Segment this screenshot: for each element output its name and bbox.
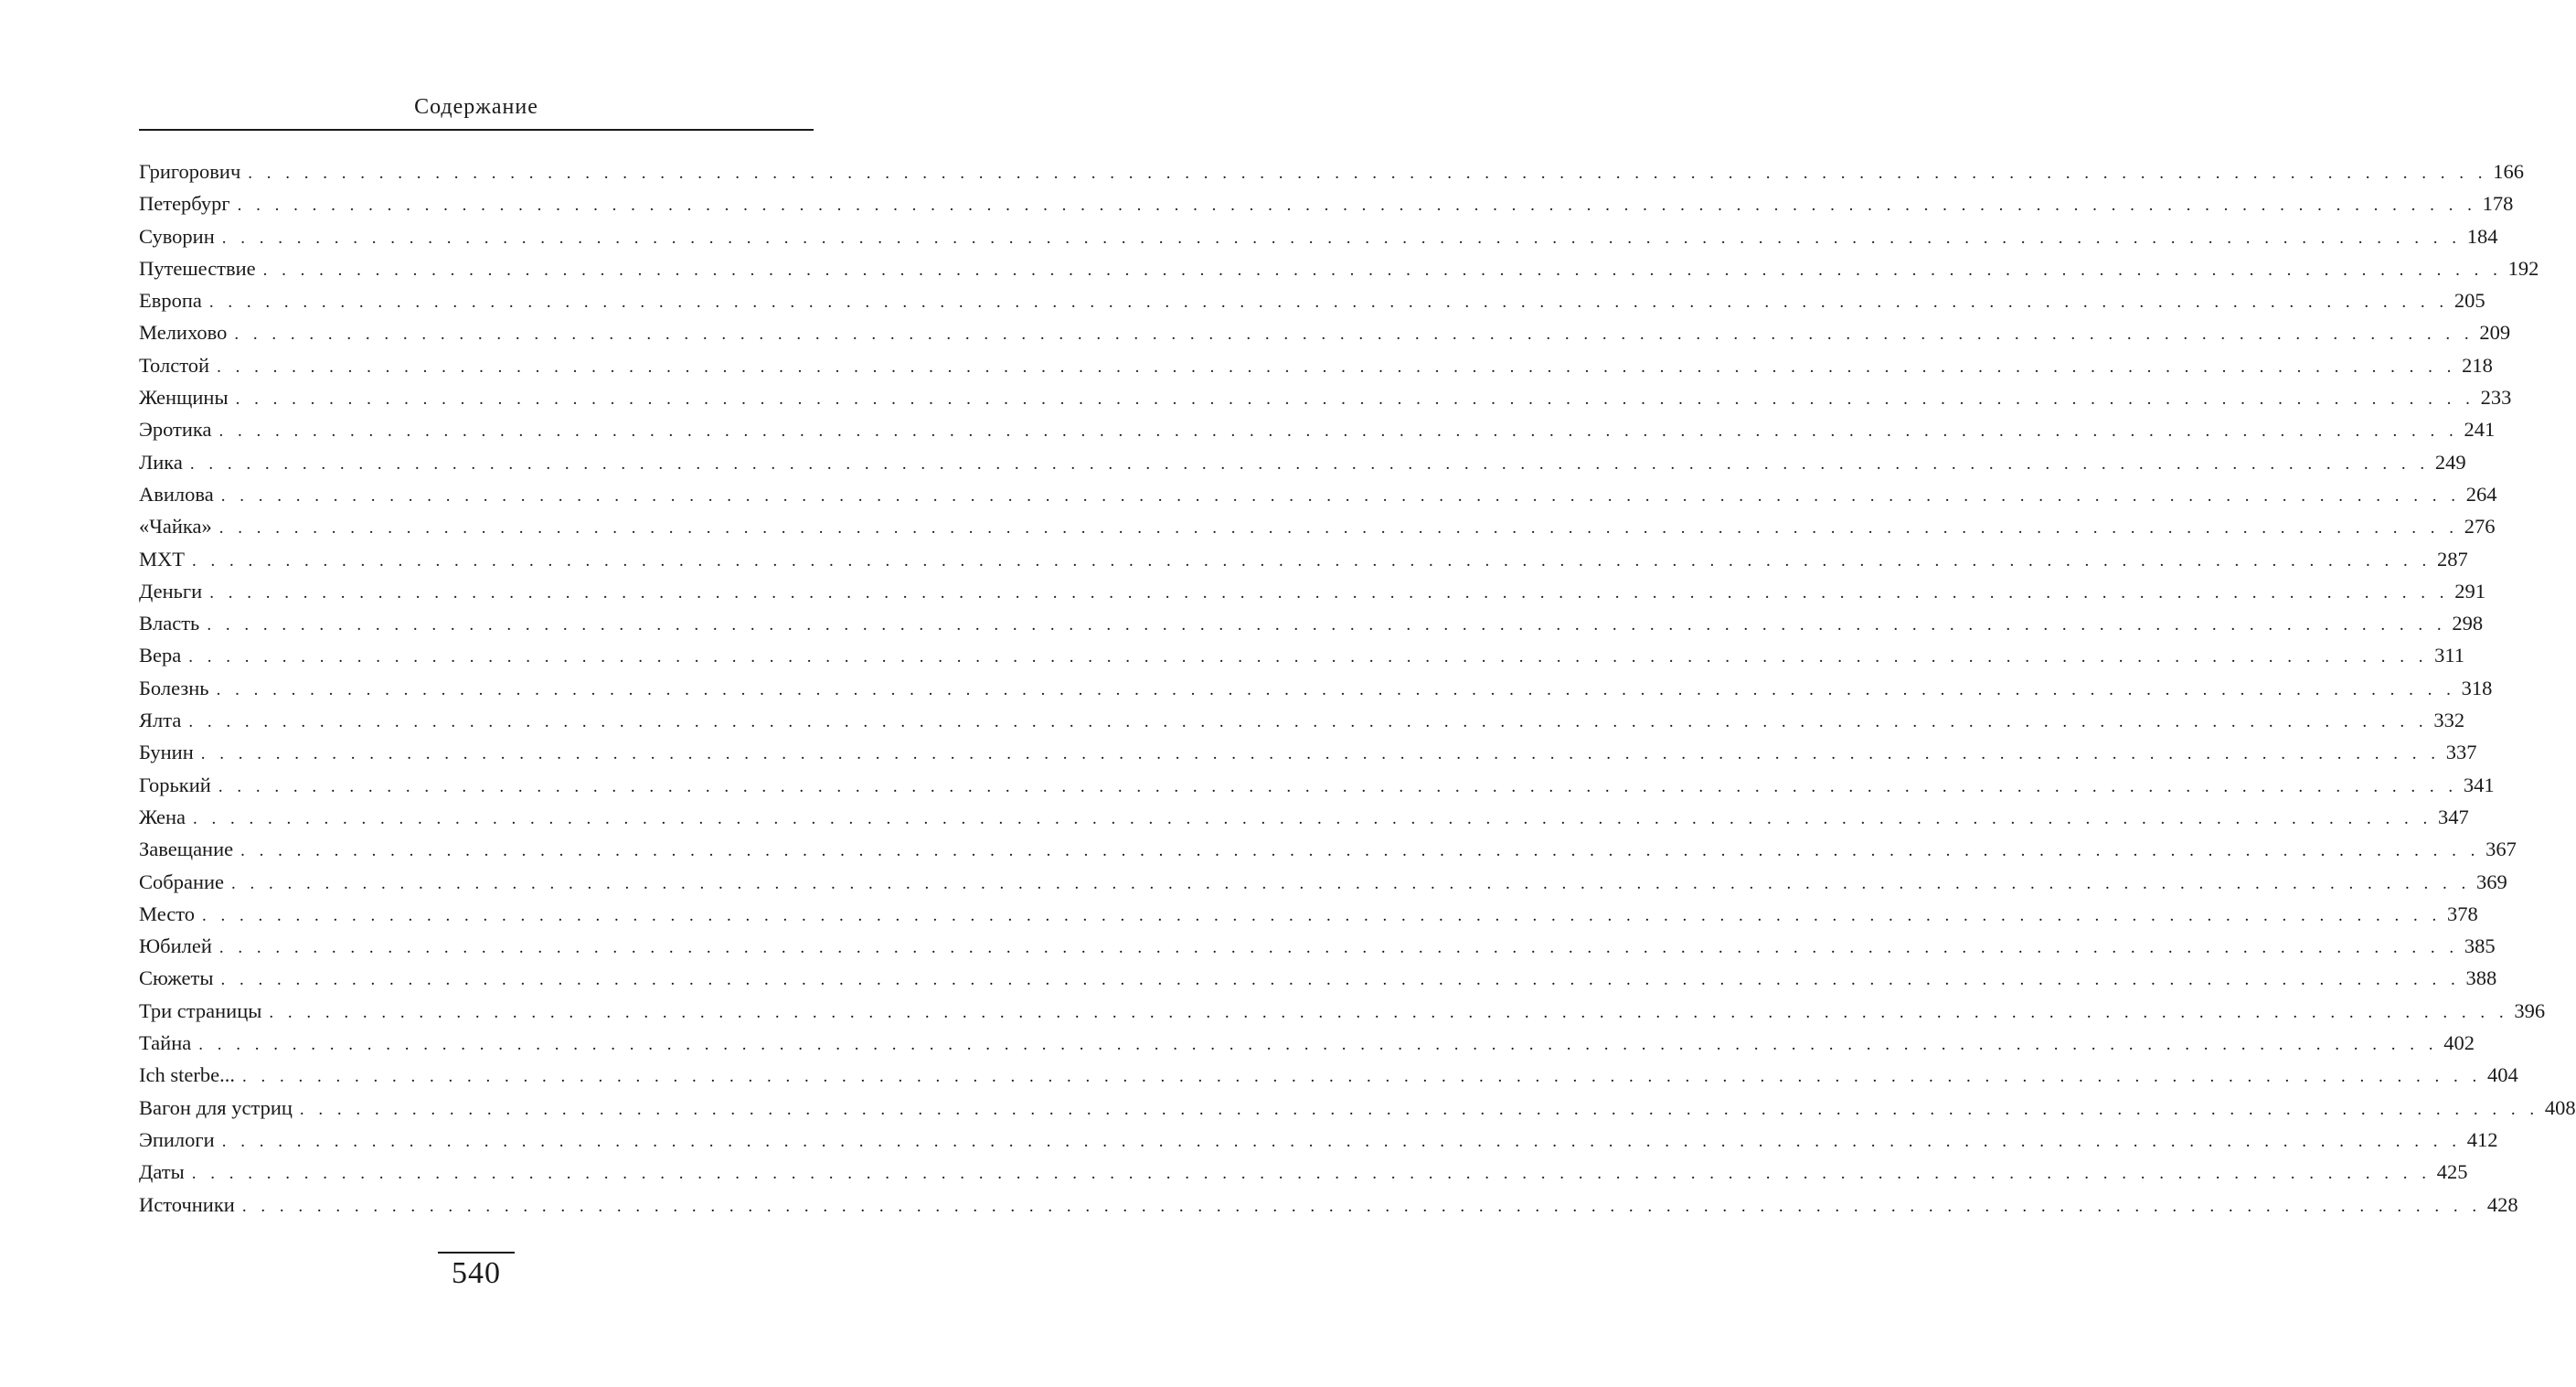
toc-dot-leader: . . . . . . . . . . . . . . . . . . . . . . . . . . . . . . . . . . . . . . . . . . . . . . . . . . . . . . . . . . . . . . . . . . . . . . . . . . . . . . . . . . . . . . . . . . . . . . . . . . . . . . . . . . . . . . . . . . . . . . . . xyxy=(200,744,2441,764)
toc-entry[interactable] xyxy=(139,446,2466,478)
toc-dot-leader: . . . . . . . . . . . . . . . . . . . . . . . . . . . . . . . . . . . . . . . . . . . . . . . . . . . . . . . . . . . . . . . . . . . . . . . . . . . . . . . . . . . . . . . . . . . . . . . . . . . . . . . . . . . . . . . . . . . . . . . . xyxy=(217,357,2456,377)
toc-dot-leader: . . . . . . . . . . . . . . . . . . . . . . . . . . . . . . . . . . . . . . . . . . . . . . . . . . . . . . . . . . . . . . . . . . . . . . . . . . . . . . . . . . . . . . . . . . . . . . . . . . . . . . . . . . . . . . . . . . . . . . . . xyxy=(248,164,2488,183)
toc-entry-title: Бунин xyxy=(139,741,194,764)
toc-entry-title: Вера xyxy=(139,644,182,667)
toc-entry-page: 388 xyxy=(2465,966,2497,990)
toc-entry[interactable] xyxy=(139,575,2486,607)
toc-entry-page: 178 xyxy=(2482,192,2514,216)
toc-entry-title: Завещание xyxy=(139,838,234,861)
toc-entry[interactable] xyxy=(139,187,2514,219)
toc-entry[interactable] xyxy=(139,478,2497,510)
toc-entry[interactable] xyxy=(139,1156,2468,1188)
toc-dot-leader: . . . . . . . . . . . . . . . . . . . . . . . . . . . . . . . . . . . . . . . . . . . . . . . . . . . . . . . . . . . . . . . . . . . . . . . . . . . . . . . . . . . . . . . . . . . . . . . . . . . . . . . . . . . . . . . . . . . . . . . . xyxy=(241,1196,2482,1216)
toc-dot-leader: . . . . . . . . . . . . . . . . . . . . . . . . . . . . . . . . . . . . . . . . . . . . . . . . . . . . . . . . . . . . . . . . . . . . . . . . . . . . . . . . . . . . . . . . . . . . . . . . . . . . . . . . . . . . . . . . . . . . . . . . xyxy=(220,485,2461,506)
toc-entry-title: Суворин xyxy=(139,224,215,248)
toc-entry-title: Путешествие xyxy=(139,256,256,280)
toc-dot-leader: . . . . . . . . . . . . . . . . . . . . . . . . . . . . . . . . . . . . . . . . . . . . . . . . . . . . . . . . . . . . . . . . . . . . . . . . . . . . . . . . . . . . . . . . . . . . . . . . . . . . . . . . . . . . . . . . . . . . . . . . xyxy=(218,938,2459,958)
toc-entry[interactable] xyxy=(139,510,2496,542)
folio-divider xyxy=(438,1252,515,1254)
page-number: 540 xyxy=(452,1256,501,1290)
toc-entry-page: 385 xyxy=(2464,934,2496,958)
toc-entry-title: Источники xyxy=(139,1192,235,1216)
toc-dot-leader: . . . . . . . . . . . . . . . . . . . . . . . . . . . . . . . . . . . . . . . . . . . . . . . . . . . . . . . . . . . . . . . . . . . . . . . . . . . . . . . . . . . . . . . . . . . . . . . . . . . . . . . . . . . . . . . . . . . . . . . . xyxy=(188,712,2429,732)
toc-entry[interactable] xyxy=(139,1027,2475,1059)
toc-entry-title: Место xyxy=(139,902,196,925)
toc-entry[interactable] xyxy=(139,349,2493,381)
toc-entry-page: 287 xyxy=(2437,547,2468,571)
toc-dot-leader: . . . . . . . . . . . . . . . . . . . . . . . . . . . . . . . . . . . . . . . . . . . . . . . . . . . . . . . . . . . . . . . . . . . . . . . . . . . . . . . . . . . . . . . . . . . . . . . . . . . . . . . . . . . . . . . . . . . . . . . . xyxy=(231,873,2471,893)
toc-entry-page: 209 xyxy=(2479,321,2511,345)
toc-entry[interactable] xyxy=(139,381,2512,413)
toc-dot-leader: . . . . . . . . . . . . . . . . . . . . . . . . . . . . . . . . . . . . . . . . . . . . . . . . . . . . . . . . . . . . . . . . . . . . . . . . . . . . . . . . . . . . . . . . . . . . . . . . . . . . . . . . . . . . . . . . . . . . . . . . xyxy=(192,550,2432,571)
header-divider xyxy=(139,129,814,131)
toc-dot-leader: . . . . . . . . . . . . . . . . . . . . . . . . . . . . . . . . . . . . . . . . . . . . . . . . . . . . . . . . . . . . . . . . . . . . . . . . . . . . . . . . . . . . . . . . . . . . . . . . . . . . . . . . . . . . . . . . . . . . . . . . xyxy=(198,1035,2438,1055)
toc-dot-leader: . . . . . . . . . . . . . . . . . . . . . . . . . . . . . . . . . . . . . . . . . . . . . . . . . . . . . . . . . . . . . . . . . . . . . . . . . . . . . . . . . . . . . . . . . . . . . . . . . . . . . . . . . . . . . . . . . . . . . . . . xyxy=(241,1067,2482,1087)
toc-entry[interactable] xyxy=(139,769,2495,801)
toc-entry-title: Жена xyxy=(139,805,186,828)
toc-entry-page: 369 xyxy=(2476,870,2507,893)
toc-entry[interactable] xyxy=(139,736,2477,768)
toc-entry[interactable] xyxy=(139,1124,2498,1156)
toc-entry-page: 276 xyxy=(2464,515,2496,539)
toc-entry-page: 396 xyxy=(2514,998,2546,1022)
toc-entry-title: Европа xyxy=(139,289,202,313)
toc-dot-leader: . . . . . . . . . . . . . . . . . . . . . . . . . . . . . . . . . . . . . . . . . . . . . . . . . . . . . . . . . . . . . . . . . . . . . . . . . . . . . . . . . . . . . . . . . . . . . . . . . . . . . . . . . . . . . . . . . . . . . . . . xyxy=(193,808,2432,828)
toc-dot-leader: . . . . . . . . . . . . . . . . . . . . . . . . . . . . . . . . . . . . . . . . . . . . . . . . . . . . . . . . . . . . . . . . . . . . . . . . . . . . . . . . . . . . . . . . . . . . . . . . . . . . . . . . . . . . . . . . . . . . . . . . xyxy=(208,293,2449,313)
toc-entry-title: Тайна xyxy=(139,1031,192,1055)
toc-entry[interactable] xyxy=(139,316,2511,348)
toc-entry-title: Юбилей xyxy=(139,934,212,958)
toc-entry-title: Толстой xyxy=(139,353,210,377)
toc-entry[interactable] xyxy=(139,898,2478,930)
toc-dot-leader: . . . . . . . . . . . . . . . . . . . . . . . . . . . . . . . . . . . . . . . . . . . . . . . . . . . . . . . . . . . . . . . . . . . . . . . . . . . . . . . . . . . . . . . . . . . . . . . . . . . . . . . . . . . . . . . . . . . . . . . . xyxy=(234,325,2475,345)
toc-entry-title: Петербург xyxy=(139,192,230,216)
toc-entry-page: 298 xyxy=(2452,612,2484,635)
toc-dot-leader: . . . . . . . . . . . . . . . . . . . . . . . . . . . . . . . . . . . . . . . . . . . . . . . . . . . . . . . . . . . . . . . . . . . . . . . . . . . . . . . . . . . . . . . . . . . . . . . . . . . . . . . . . . . . . . . . . . . . . . . . xyxy=(207,615,2447,635)
toc-entry[interactable] xyxy=(139,155,2525,187)
toc-entry[interactable] xyxy=(139,543,2468,575)
toc-dot-leader: . . . . . . . . . . . . . . . . . . . . . . . . . . . . . . . . . . . . . . . . . . . . . . . . . . . . . . . . . . . . . . . . . . . . . . . . . . . . . . . . . . . . . . . . . . . . . . . . . . . . . . . . . . . . . . . . . . . . . . . . xyxy=(202,905,2442,925)
running-head-title: Содержание xyxy=(414,95,538,119)
toc-entry-title: Сюжеты xyxy=(139,966,214,990)
toc-entry-title: Мелихово xyxy=(139,321,228,345)
toc-dot-leader: . . . . . . . . . . . . . . . . . . . . . . . . . . . . . . . . . . . . . . . . . . . . . . . . . . . . . . . . . . . . . . . . . . . . . . . . . . . . . . . . . . . . . . . . . . . . . . . . . . . . . . . . . . . . . . . . . . . . . . . . xyxy=(299,1099,2539,1119)
toc-entry-page: 233 xyxy=(2480,386,2512,410)
toc-entry-page: 378 xyxy=(2447,902,2478,925)
toc-dot-leader: . . . . . . . . . . . . . . . . . . . . . . . . . . . . . . . . . . . . . . . . . . . . . . . . . . . . . . . . . . . . . . . . . . . . . . . . . . . . . . . . . . . . . . . . . . . . . . . . . . . . . . . . . . . . . . . . . . . . . . . . xyxy=(189,453,2430,474)
toc-entry-title: Григорович xyxy=(139,160,241,183)
toc-entry-page: 218 xyxy=(2462,353,2493,377)
toc-entry-page: 341 xyxy=(2463,773,2495,796)
toc-dot-leader: . . . . . . . . . . . . . . . . . . . . . . . . . . . . . . . . . . . . . . . . . . . . . . . . . . . . . . . . . . . . . . . . . . . . . . . . . . . . . . . . . . . . . . . . . . . . . . . . . . . . . . . . . . . . . . . . . . . . . . . . xyxy=(216,679,2456,699)
toc-entry-page: 192 xyxy=(2507,256,2539,280)
toc-entry-page: 408 xyxy=(2544,1095,2576,1119)
toc-entry-title: Деньги xyxy=(139,579,203,603)
toc-entry-title: МХТ xyxy=(139,547,185,571)
toc-entry[interactable] xyxy=(139,1059,2518,1091)
toc-entry[interactable] xyxy=(139,704,2465,736)
toc-entry[interactable] xyxy=(139,1189,2518,1221)
toc-dot-leader: . . . . . . . . . . . . . . . . . . . . . . . . . . . . . . . . . . . . . . . . . . . . . . . . . . . . . . . . . . . . . . . . . . . . . . . . . . . . . . . . . . . . . . . . . . . . . . . . . . . . . . . . . . . . . . . . . . . . . . . . xyxy=(218,776,2458,796)
table-of-contents xyxy=(139,155,2576,1221)
toc-entry[interactable] xyxy=(139,284,2486,316)
toc-dot-leader: . . . . . . . . . . . . . . . . . . . . . . . . . . . . . . . . . . . . . . . . . . . . . . . . . . . . . . . . . . . . . . . . . . . . . . . . . . . . . . . . . . . . . . . . . . . . . . . . . . . . . . . . . . . . . . . . . . . . . . . . xyxy=(240,841,2480,861)
toc-entry-page: 166 xyxy=(2493,160,2525,183)
toc-entry-title: Болезнь xyxy=(139,676,209,699)
toc-entry-page: 291 xyxy=(2454,579,2486,603)
toc-entry[interactable] xyxy=(139,413,2496,445)
toc-entry-title: «Чайка» xyxy=(139,515,212,539)
toc-dot-leader: . . . . . . . . . . . . . . . . . . . . . . . . . . . . . . . . . . . . . . . . . . . . . . . . . . . . . . . . . . . . . . . . . . . . . . . . . . . . . . . . . . . . . . . . . . . . . . . . . . . . . . . . . . . . . . . . . . . . . . . . xyxy=(209,582,2449,603)
toc-dot-leader: . . . . . . . . . . . . . . . . . . . . . . . . . . . . . . . . . . . . . . . . . . . . . . . . . . . . . . . . . . . . . . . . . . . . . . . . . . . . . . . . . . . . . . . . . . . . . . . . . . . . . . . . . . . . . . . . . . . . . . . . xyxy=(235,389,2475,410)
toc-entry[interactable] xyxy=(139,801,2469,833)
toc-entry-page: 332 xyxy=(2433,709,2465,732)
toc-entry-title: Эротика xyxy=(139,418,212,442)
toc-entry-title: Ялта xyxy=(139,709,182,732)
toc-dot-leader: . . . . . . . . . . . . . . . . . . . . . . . . . . . . . . . . . . . . . . . . . . . . . . . . . . . . . . . . . . . . . . . . . . . . . . . . . . . . . . . . . . . . . . . . . . . . . . . . . . . . . . . . . . . . . . . . . . . . . . . . xyxy=(262,260,2503,280)
toc-entry-title: Лика xyxy=(139,450,183,474)
toc-entry[interactable] xyxy=(139,930,2496,962)
toc-entry-title: Собрание xyxy=(139,870,225,893)
toc-entry-title: Ich sterbe... xyxy=(139,1063,235,1087)
toc-entry-page: 311 xyxy=(2434,644,2464,667)
toc-entry[interactable] xyxy=(139,639,2464,671)
toc-entry-title: Власть xyxy=(139,612,200,635)
toc-entry-page: 184 xyxy=(2466,224,2498,248)
toc-dot-leader: . . . . . . . . . . . . . . . . . . . . . . . . . . . . . . . . . . . . . . . . . . . . . . . . . . . . . . . . . . . . . . . . . . . . . . . . . . . . . . . . . . . . . . . . . . . . . . . . . . . . . . . . . . . . . . . . . . . . . . . . xyxy=(188,647,2428,667)
toc-entry-page: 264 xyxy=(2465,482,2497,506)
toc-dot-leader: . . . . . . . . . . . . . . . . . . . . . . . . . . . . . . . . . . . . . . . . . . . . . . . . . . . . . . . . . . . . . . . . . . . . . . . . . . . . . . . . . . . . . . . . . . . . . . . . . . . . . . . . . . . . . . . . . . . . . . . . xyxy=(221,1131,2462,1151)
toc-entry-page: 241 xyxy=(2464,418,2496,442)
toc-entry-page: 404 xyxy=(2486,1063,2518,1087)
toc-dot-leader: . . . . . . . . . . . . . . . . . . . . . . . . . . . . . . . . . . . . . . . . . . . . . . . . . . . . . . . . . . . . . . . . . . . . . . . . . . . . . . . . . . . . . . . . . . . . . . . . . . . . . . . . . . . . . . . . . . . . . . . . xyxy=(221,228,2462,248)
toc-entry[interactable] xyxy=(139,252,2539,284)
toc-dot-leader: . . . . . . . . . . . . . . . . . . . . . . . . . . . . . . . . . . . . . . . . . . . . . . . . . . . . . . . . . . . . . . . . . . . . . . . . . . . . . . . . . . . . . . . . . . . . . . . . . . . . . . . . . . . . . . . . . . . . . . . . xyxy=(191,1164,2432,1184)
toc-entry-title: Три страницы xyxy=(139,998,262,1022)
toc-entry-title: Даты xyxy=(139,1160,185,1184)
toc-entry-page: 205 xyxy=(2454,289,2486,313)
toc-entry-page: 412 xyxy=(2466,1127,2498,1151)
toc-entry[interactable] xyxy=(139,607,2484,639)
toc-entry[interactable] xyxy=(139,1092,2576,1124)
toc-entry[interactable] xyxy=(139,833,2517,865)
toc-entry-page: 347 xyxy=(2438,805,2469,828)
toc-entry[interactable] xyxy=(139,220,2498,252)
toc-entry-page: 337 xyxy=(2445,741,2477,764)
toc-entry[interactable] xyxy=(139,995,2546,1027)
toc-entry[interactable] xyxy=(139,866,2507,898)
toc-entry[interactable] xyxy=(139,672,2493,704)
toc-dot-leader: . . . . . . . . . . . . . . . . . . . . . . . . . . . . . . . . . . . . . . . . . . . . . . . . . . . . . . . . . . . . . . . . . . . . . . . . . . . . . . . . . . . . . . . . . . . . . . . . . . . . . . . . . . . . . . . . . . . . . . . . xyxy=(218,518,2459,539)
toc-dot-leader: . . . . . . . . . . . . . . . . . . . . . . . . . . . . . . . . . . . . . . . . . . . . . . . . . . . . . . . . . . . . . . . . . . . . . . . . . . . . . . . . . . . . . . . . . . . . . . . . . . . . . . . . . . . . . . . . . . . . . . . . xyxy=(269,1002,2509,1022)
toc-entry-page: 428 xyxy=(2486,1192,2518,1216)
toc-entry-title: Горький xyxy=(139,773,211,796)
toc-entry-page: 402 xyxy=(2443,1031,2475,1055)
toc-dot-leader: . . . . . . . . . . . . . . . . . . . . . . . . . . . . . . . . . . . . . . . . . . . . . . . . . . . . . . . . . . . . . . . . . . . . . . . . . . . . . . . . . . . . . . . . . . . . . . . . . . . . . . . . . . . . . . . . . . . . . . . . xyxy=(220,970,2461,990)
toc-entry-page: 425 xyxy=(2436,1160,2468,1184)
toc-entry[interactable] xyxy=(139,962,2497,994)
toc-dot-leader: . . . . . . . . . . . . . . . . . . . . . . . . . . . . . . . . . . . . . . . . . . . . . . . . . . . . . . . . . . . . . . . . . . . . . . . . . . . . . . . . . . . . . . . . . . . . . . . . . . . . . . . . . . . . . . . . . . . . . . . . xyxy=(237,196,2477,216)
toc-entry-title: Авилова xyxy=(139,482,214,506)
toc-entry-title: Эпилоги xyxy=(139,1127,215,1151)
toc-entry-page: 367 xyxy=(2486,838,2517,861)
toc-dot-leader: . . . . . . . . . . . . . . . . . . . . . . . . . . . . . . . . . . . . . . . . . . . . . . . . . . . . . . . . . . . . . . . . . . . . . . . . . . . . . . . . . . . . . . . . . . . . . . . . . . . . . . . . . . . . . . . . . . . . . . . . xyxy=(218,421,2459,442)
toc-entry-page: 318 xyxy=(2461,676,2493,699)
toc-entry-title: Женщины xyxy=(139,386,229,410)
toc-entry-title: Вагон для устриц xyxy=(139,1095,293,1119)
toc-entry-page: 249 xyxy=(2434,450,2466,474)
